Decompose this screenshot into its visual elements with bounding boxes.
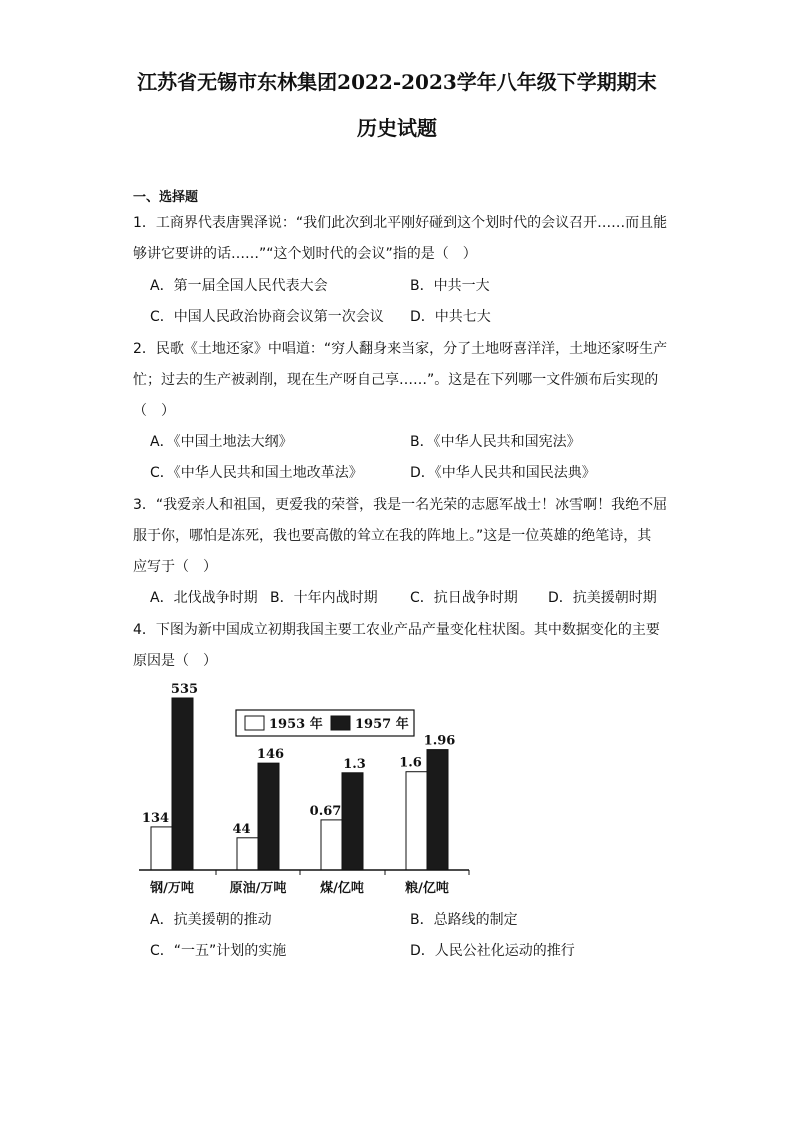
exam-subject-title: 历史试题 — [357, 116, 437, 140]
question-3-line-2: 服于你，哪怕是冻死，我也要高傲的耸立在我的阵地上。”这是一位英雄的绝笔诗，其 — [133, 528, 652, 544]
legend-label-1953: 1953 年 — [269, 717, 323, 732]
bar-1957-2 — [342, 773, 363, 870]
question-2-line-2: 忙；过去的生产被剥削，现在生产呀自己享……”。这是在下列哪一文件颁布后实现的 — [133, 372, 659, 388]
question-4-line-1: 4．下图为新中国成立初期我国主要工农业产品产量变化柱状图。其中数据变化的主要 — [133, 622, 660, 638]
question-2-option-d[interactable]: D．《中华人民共和国民法典》 — [410, 465, 596, 481]
bar-1953-3 — [406, 772, 427, 870]
question-3-line-3: 应写于（ ） — [133, 559, 217, 575]
question-3-option-c[interactable]: C．抗日战争时期 — [410, 590, 518, 606]
question-2-line-1: 2．民歌《土地还家》中唱道：“穷人翻身来当家，分了土地呀喜洋洋，土地还家呀生产 — [133, 341, 668, 357]
question-2-option-a[interactable]: A．《中国土地法大纲》 — [150, 434, 293, 450]
data-label-1957-1: 146 — [256, 747, 285, 763]
bar-1957-3 — [427, 750, 448, 870]
question-3-option-d[interactable]: D．抗美援朝时期 — [548, 590, 657, 606]
section-heading: 一、选择题 — [133, 190, 199, 205]
question-1-line-2: 够讲它要讲的话……”“这个划时代的会议”指的是（ ） — [133, 246, 477, 262]
exam-title: 江苏省无锡市东林集团2022-2023学年八年级下学期期末 — [137, 70, 657, 94]
category-label-0: 钢/万吨 — [150, 881, 194, 896]
data-label-1957-3: 1.96 — [423, 733, 456, 749]
category-label-1: 原油/万吨 — [229, 881, 287, 896]
question-4-option-a[interactable]: A．抗美援朝的推动 — [150, 912, 272, 928]
bar-1957-0 — [172, 698, 193, 870]
category-label-2: 煤/亿吨 — [320, 881, 364, 896]
question-1-option-d[interactable]: D．中共七大 — [410, 309, 491, 325]
category-label-3: 粮/亿吨 — [405, 881, 449, 896]
question-4-option-c[interactable]: C．“一五”计划的实施 — [150, 943, 287, 959]
question-3-line-1: 3．“我爱亲人和祖国，更爱我的荣誉，我是一名光荣的志愿军战士！冰雪啊！我绝不屈 — [133, 497, 668, 513]
bar-1953-2 — [321, 820, 342, 870]
question-1-option-c[interactable]: C．中国人民政治协商会议第一次会议 — [150, 309, 384, 325]
question-4-option-d[interactable]: D．人民公社化运动的推行 — [410, 943, 575, 959]
question-2-option-b[interactable]: B．《中华人民共和国宪法》 — [410, 434, 581, 450]
data-label-1953-3: 1.6 — [399, 755, 422, 771]
question-3-option-b[interactable]: B．十年内战时期 — [270, 590, 378, 606]
bar-1953-0 — [151, 827, 172, 870]
bar-1953-1 — [237, 838, 258, 870]
question-1-option-a[interactable]: A．第一届全国人民代表大会 — [150, 278, 328, 294]
data-label-1957-0: 535 — [170, 682, 199, 697]
question-2-option-c[interactable]: C．《中华人民共和国土地改革法》 — [150, 465, 363, 481]
data-label-1953-2: 0.67 — [309, 803, 342, 819]
legend-label-1957: 1957 年 — [355, 717, 409, 732]
bar-1957-1 — [258, 763, 279, 870]
question-4-line-2: 原因是（ ） — [133, 653, 217, 669]
question-2-line-3: （ ） — [133, 403, 175, 419]
production-bar-chart — [133, 680, 478, 900]
legend-swatch-1953 — [245, 716, 264, 730]
question-1-line-1: 1．工商界代表唐巽泽说：“我们此次到北平刚好碰到这个划时代的会议召开……而且能 — [133, 215, 668, 231]
data-label-1957-2: 1.3 — [343, 756, 366, 772]
question-1-option-b[interactable]: B．中共一大 — [410, 278, 490, 294]
legend-swatch-1957 — [331, 716, 350, 730]
data-label-1953-1: 44 — [232, 821, 251, 837]
data-label-1953-0: 134 — [141, 810, 170, 826]
question-3-option-a[interactable]: A．北伐战争时期 — [150, 590, 258, 606]
question-4-option-b[interactable]: B．总路线的制定 — [410, 912, 518, 928]
